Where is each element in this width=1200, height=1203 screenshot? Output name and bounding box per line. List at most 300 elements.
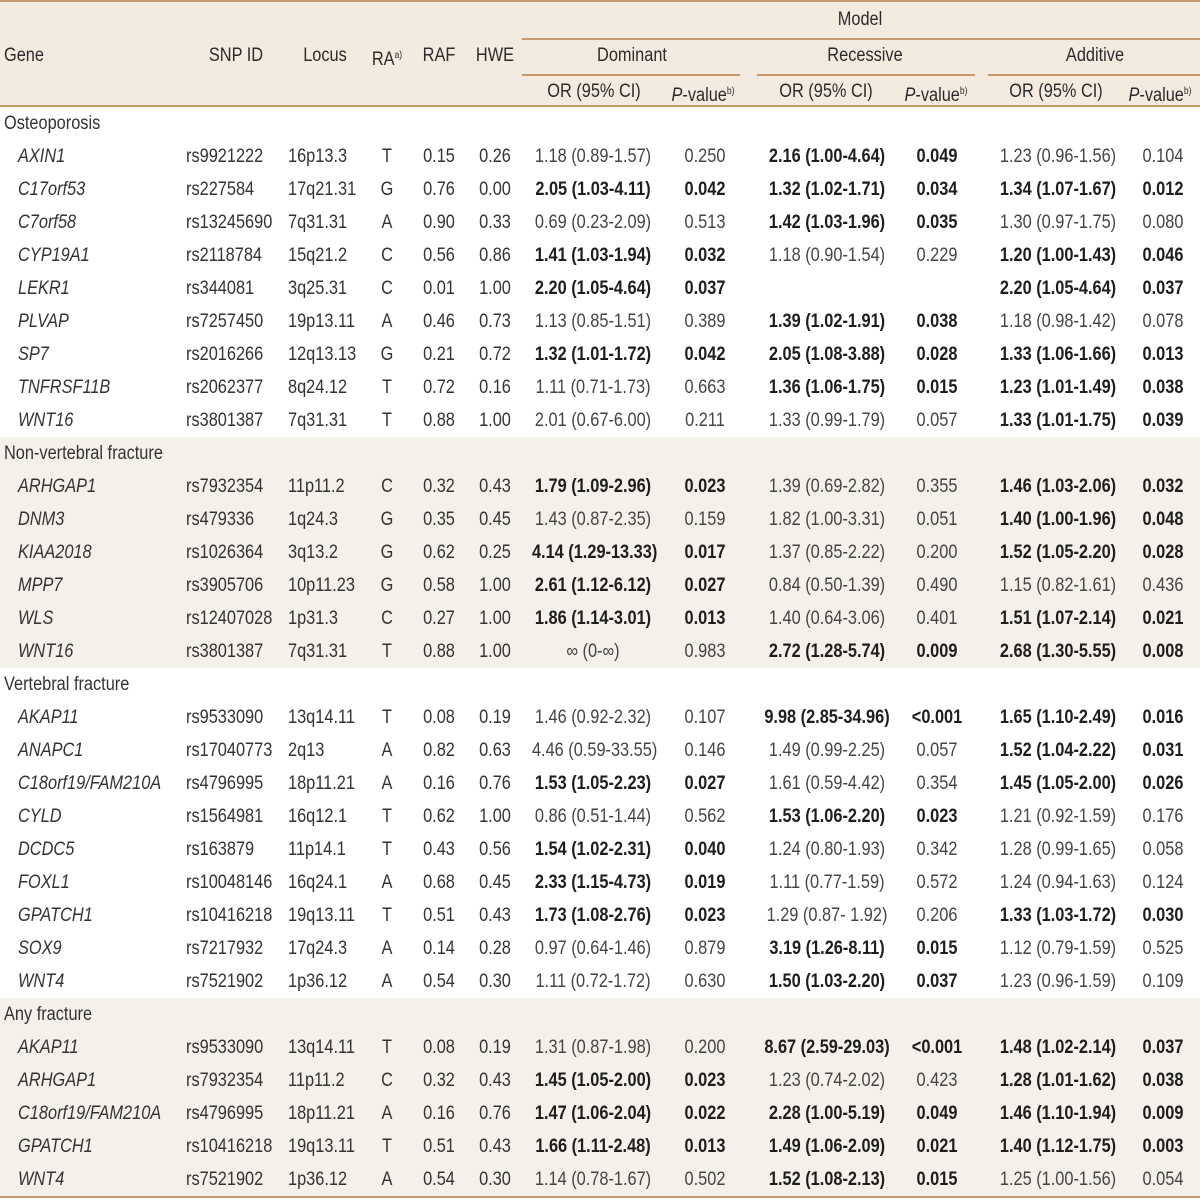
recessive-p-cell: 0.034 — [916, 179, 958, 200]
dominant-or-header: OR (95% CI) — [547, 81, 641, 102]
col-header-raf: RAF — [422, 45, 456, 66]
additive-or-cell: 1.20 (1.00-1.43) — [999, 245, 1117, 266]
ra-cell: C — [381, 476, 393, 497]
recessive-or-cell: 2.16 (1.00-4.64) — [768, 146, 886, 167]
section-title-row — [0, 668, 1200, 701]
additive-or-cell: 1.46 (1.03-2.06) — [999, 476, 1117, 497]
ra-cell: C — [381, 608, 393, 629]
recessive-or-header: OR (95% CI) — [779, 81, 873, 102]
additive-p-cell: 0.008 — [1142, 641, 1184, 662]
raf-cell: 0.56 — [423, 245, 455, 266]
raf-cell: 0.51 — [423, 905, 455, 926]
table-row — [0, 833, 1200, 866]
recessive-p-cell: 0.009 — [916, 641, 958, 662]
locus-cell: 16p13.3 — [288, 146, 348, 167]
locus-cell: 1p36.12 — [288, 971, 348, 992]
dominant-or-cell: 0.86 (0.51-1.44) — [534, 806, 652, 827]
additive-p-cell: 0.046 — [1142, 245, 1184, 266]
recessive-p-cell: 0.049 — [916, 1103, 958, 1124]
gene-cell: CYP19A1 — [18, 245, 90, 266]
hwe-cell: 0.43 — [479, 1136, 511, 1157]
recessive-or-cell: 1.53 (1.06-2.20) — [768, 806, 886, 827]
recessive-or-cell: 1.37 (0.85-2.22) — [768, 542, 886, 563]
recessive-or-cell: 1.33 (0.99-1.79) — [768, 410, 886, 431]
gene-cell: AXIN1 — [18, 146, 66, 167]
recessive-p-cell: 0.015 — [916, 938, 958, 959]
additive-p-cell: 0.037 — [1142, 278, 1184, 299]
table-row — [0, 767, 1200, 800]
recessive-p-cell: 0.035 — [916, 212, 958, 233]
recessive-p-cell: 0.355 — [916, 476, 958, 497]
hwe-cell: 1.00 — [479, 575, 511, 596]
hwe-cell: 0.76 — [479, 773, 511, 794]
raf-cell: 0.08 — [423, 707, 455, 728]
table-row — [0, 602, 1200, 635]
snp-id-cell: rs1564981 — [186, 806, 264, 827]
gene-cell: ANAPC1 — [18, 740, 84, 761]
additive-or-cell: 1.30 (0.97-1.75) — [999, 212, 1117, 233]
additive-p-cell: 0.031 — [1142, 740, 1184, 761]
recessive-p-cell: 0.049 — [916, 146, 958, 167]
table-row — [0, 305, 1200, 338]
ra-cell: A — [381, 740, 393, 761]
recessive-or-cell: 1.49 (0.99-2.25) — [768, 740, 886, 761]
hwe-cell: 0.73 — [479, 311, 511, 332]
hwe-cell: 0.43 — [479, 905, 511, 926]
gene-cell: C18orf19/FAM210A — [18, 773, 162, 794]
recessive-or-cell — [763, 272, 892, 305]
recessive-p-cell: 0.038 — [916, 311, 958, 332]
table-row — [0, 1163, 1200, 1196]
snp-id-cell: rs9921222 — [186, 146, 264, 167]
gene-cell: ARHGAP1 — [18, 476, 97, 497]
section-title: Vertebral fracture — [4, 674, 130, 695]
additive-p-cell: 0.012 — [1142, 179, 1184, 200]
dominant-p-cell: 0.107 — [684, 707, 726, 728]
recessive-or-cell: 1.39 (0.69-2.82) — [768, 476, 886, 497]
ra-cell: G — [380, 344, 394, 365]
hwe-cell: 0.72 — [479, 344, 511, 365]
additive-or-cell: 1.25 (1.00-1.56) — [999, 1169, 1117, 1190]
dominant-or-cell: 1.41 (1.03-1.94) — [534, 245, 652, 266]
recessive-p-cell: 0.028 — [916, 344, 958, 365]
table-row — [0, 272, 1200, 305]
dominant-p-cell: 0.630 — [684, 971, 726, 992]
snp-id-cell: rs4796995 — [186, 773, 264, 794]
raf-cell: 0.43 — [423, 839, 455, 860]
section-title-row — [0, 998, 1200, 1031]
col-header-gene: Gene — [4, 45, 44, 66]
additive-p-cell: 0.013 — [1142, 344, 1184, 365]
dominant-or-cell: 1.47 (1.06-2.04) — [534, 1103, 652, 1124]
raf-cell: 0.76 — [423, 179, 455, 200]
additive-p-cell: 0.124 — [1142, 872, 1184, 893]
raf-cell: 0.88 — [423, 410, 455, 431]
recessive-or-cell: 2.72 (1.28-5.74) — [768, 641, 886, 662]
gene-cell: WNT4 — [18, 1169, 65, 1190]
snp-id-cell: rs3801387 — [186, 641, 264, 662]
additive-p-cell: 0.436 — [1142, 575, 1184, 596]
table-row — [0, 1130, 1200, 1163]
dominant-or-cell: 1.45 (1.05-2.00) — [534, 1070, 652, 1091]
raf-cell: 0.58 — [423, 575, 455, 596]
hwe-cell: 0.63 — [479, 740, 511, 761]
ra-cell: T — [382, 641, 392, 662]
additive-or-cell: 1.33 (1.03-1.72) — [999, 905, 1117, 926]
hwe-cell: 0.33 — [479, 212, 511, 233]
table-row — [0, 701, 1200, 734]
raf-cell: 0.16 — [423, 773, 455, 794]
raf-cell: 0.54 — [423, 971, 455, 992]
group-header-recessive: Recessive — [827, 45, 903, 66]
recessive-p-cell: 0.057 — [916, 740, 958, 761]
locus-cell: 11p11.2 — [288, 1070, 345, 1091]
raf-cell: 0.54 — [423, 1169, 455, 1190]
table-header — [0, 0, 1200, 107]
additive-p-cell: 0.039 — [1142, 410, 1184, 431]
dominant-p-cell: 0.032 — [684, 245, 726, 266]
section-title-row — [0, 107, 1200, 140]
additive-or-cell: 1.23 (1.01-1.49) — [999, 377, 1117, 398]
bottom-rule — [0, 1196, 1200, 1198]
snp-id-cell: rs7257450 — [186, 311, 264, 332]
locus-cell: 11p11.2 — [288, 476, 345, 497]
dominant-or-cell: 2.05 (1.03-4.11) — [535, 179, 651, 200]
raf-cell: 0.46 — [423, 311, 455, 332]
gene-cell: WNT16 — [18, 410, 74, 431]
group-header-model: Model — [837, 9, 883, 30]
table-row — [0, 932, 1200, 965]
gene-cell: GPATCH1 — [18, 905, 93, 926]
p-italic: P — [1128, 85, 1140, 106]
dominant-or-cell: 1.18 (0.89-1.57) — [534, 146, 652, 167]
dominant-p-cell: 0.389 — [684, 311, 726, 332]
dominant-p-cell: 0.200 — [684, 1037, 726, 1058]
recessive-p-cell: 0.037 — [916, 971, 958, 992]
snp-id-cell: rs12407028 — [186, 608, 273, 629]
recessive-or-cell: 1.50 (1.03-2.20) — [768, 971, 886, 992]
table-row — [0, 173, 1200, 206]
dominant-or-cell: 2.01 (0.67-6.00) — [534, 410, 652, 431]
section-osteoporosis — [0, 107, 1200, 437]
table-row — [0, 635, 1200, 668]
dominant-or-cell: 1.73 (1.08-2.76) — [534, 905, 652, 926]
recessive-p-cell: <0.001 — [911, 1037, 963, 1058]
recessive-or-cell: 1.18 (0.90-1.54) — [768, 245, 886, 266]
additive-or-cell: 1.52 (1.04-2.22) — [999, 740, 1117, 761]
col-header-locus: Locus — [303, 45, 347, 66]
additive-or-cell: 1.23 (0.96-1.56) — [999, 146, 1117, 167]
ra-cell: A — [381, 1103, 393, 1124]
recessive-or-cell: 1.52 (1.08-2.13) — [768, 1169, 886, 1190]
dominant-p-cell: 0.013 — [684, 608, 726, 629]
model-rule — [522, 38, 1200, 40]
dominant-or-cell: 1.53 (1.05-2.23) — [534, 773, 652, 794]
recessive-or-cell: 1.11 (0.77-1.59) — [769, 872, 885, 893]
ra-label: RA — [371, 49, 395, 70]
raf-cell: 0.32 — [423, 476, 455, 497]
recessive-or-cell: 1.42 (1.03-1.96) — [768, 212, 886, 233]
p-italic: P — [904, 85, 916, 106]
hwe-cell: 1.00 — [479, 608, 511, 629]
snp-id-cell: rs2062377 — [186, 377, 264, 398]
section-title-row — [0, 437, 1200, 470]
additive-p-cell: 0.104 — [1142, 146, 1184, 167]
gene-cell: AKAP11 — [18, 1037, 79, 1058]
recessive-p-cell: 0.401 — [916, 608, 958, 629]
table-row — [0, 470, 1200, 503]
hwe-cell: 0.25 — [479, 542, 511, 563]
dominant-or-cell: 1.66 (1.11-2.48) — [535, 1136, 651, 1157]
dominant-or-cell: ∞ (0-∞) — [566, 641, 620, 662]
locus-cell: 13q14.11 — [288, 707, 355, 728]
ra-cell: A — [381, 773, 393, 794]
additive-p-cell: 0.176 — [1142, 806, 1184, 827]
locus-cell: 17q24.3 — [288, 938, 348, 959]
ra-cell: A — [381, 938, 393, 959]
additive-p-cell: 0.021 — [1142, 608, 1184, 629]
additive-p-cell: 0.058 — [1142, 839, 1184, 860]
raf-cell: 0.27 — [423, 608, 455, 629]
locus-cell: 13q14.11 — [288, 1037, 355, 1058]
dominant-or-cell: 1.31 (0.87-1.98) — [534, 1037, 652, 1058]
additive-or-cell: 1.15 (0.82-1.61) — [999, 575, 1117, 596]
dominant-p-cell: 0.513 — [684, 212, 726, 233]
gene-cell: SP7 — [18, 344, 49, 365]
locus-cell: 12q13.13 — [288, 344, 357, 365]
recessive-or-cell: 9.98 (2.85-34.96) — [764, 707, 890, 728]
section-non-vertebral-fracture — [0, 437, 1200, 668]
dominant-p-cell: 0.146 — [684, 740, 726, 761]
ra-cell: C — [381, 1070, 393, 1091]
additive-or-cell: 2.68 (1.30-5.55) — [999, 641, 1117, 662]
col-header-hwe: HWE — [475, 45, 515, 66]
ra-cell: T — [382, 707, 392, 728]
additive-or-cell: 1.51 (1.07-2.14) — [999, 608, 1117, 629]
locus-cell: 7q31.31 — [288, 641, 348, 662]
dominant-or-cell: 1.79 (1.09-2.96) — [534, 476, 652, 497]
additive-p-cell: 0.003 — [1142, 1136, 1184, 1157]
gene-cell: TNFRSF11B — [18, 377, 111, 398]
snp-id-cell: rs7932354 — [186, 1070, 264, 1091]
snp-id-cell: rs17040773 — [186, 740, 273, 761]
gene-cell: SOX9 — [18, 938, 62, 959]
locus-cell: 3q25.31 — [288, 278, 348, 299]
dominant-or-cell: 1.13 (0.85-1.51) — [534, 311, 652, 332]
locus-cell: 19q13.11 — [288, 1136, 355, 1157]
dominant-or-cell: 1.54 (1.02-2.31) — [534, 839, 652, 860]
additive-p-cell: 0.016 — [1142, 707, 1184, 728]
hwe-cell: 0.19 — [479, 1037, 511, 1058]
locus-cell: 8q24.12 — [288, 377, 348, 398]
dominant-rule — [522, 74, 740, 76]
additive-or-cell: 1.21 (0.92-1.59) — [999, 806, 1117, 827]
gene-cell: ARHGAP1 — [18, 1070, 97, 1091]
hwe-cell: 0.16 — [479, 377, 511, 398]
locus-cell: 1p36.12 — [288, 1169, 348, 1190]
dominant-p-cell: 0.042 — [684, 179, 726, 200]
p-footnote-mark: b) — [726, 86, 735, 97]
hwe-cell: 0.30 — [479, 971, 511, 992]
ra-cell: C — [381, 278, 393, 299]
recessive-p-cell: 0.200 — [916, 542, 958, 563]
additive-p-cell: 0.078 — [1142, 311, 1184, 332]
locus-cell: 1q24.3 — [288, 509, 338, 530]
ra-cell: C — [381, 245, 393, 266]
recessive-p-cell: 0.342 — [916, 839, 958, 860]
gene-cell: FOXL1 — [18, 872, 70, 893]
recessive-p-cell: 0.354 — [916, 773, 958, 794]
locus-cell: 1p31.3 — [288, 608, 338, 629]
dominant-p-cell: 0.019 — [684, 872, 726, 893]
additive-p-cell: 0.525 — [1142, 938, 1184, 959]
recessive-or-cell: 8.67 (2.59-29.03) — [764, 1037, 890, 1058]
snp-id-cell: rs344081 — [186, 278, 255, 299]
group-header-additive: Additive — [1065, 45, 1125, 66]
recessive-p-cell: 0.021 — [916, 1136, 958, 1157]
ra-cell: T — [382, 806, 392, 827]
dominant-p-cell: 0.042 — [684, 344, 726, 365]
dominant-or-cell: 1.46 (0.92-2.32) — [534, 707, 652, 728]
col-header-snp-id: SNP ID — [208, 45, 264, 66]
locus-cell: 17q21.31 — [288, 179, 357, 200]
table-row — [0, 503, 1200, 536]
locus-cell: 16q24.1 — [288, 872, 348, 893]
dominant-p-cell: 0.023 — [684, 476, 726, 497]
dominant-or-cell: 0.97 (0.64-1.46) — [534, 938, 652, 959]
dominant-p-cell: 0.250 — [684, 146, 726, 167]
locus-cell: 2q13 — [288, 740, 325, 761]
gene-cell: DCDC5 — [18, 839, 75, 860]
recessive-or-cell: 0.84 (0.50-1.39) — [768, 575, 886, 596]
recessive-or-cell: 2.05 (1.08-3.88) — [768, 344, 886, 365]
dominant-or-cell: 1.14 (0.78-1.67) — [534, 1169, 652, 1190]
dominant-p-header — [670, 82, 735, 106]
recessive-p-cell: 0.572 — [916, 872, 958, 893]
dominant-p-cell: 0.040 — [684, 839, 726, 860]
table-row — [0, 1097, 1200, 1130]
locus-cell: 11p14.1 — [288, 839, 346, 860]
dominant-p-cell: 0.022 — [684, 1103, 726, 1124]
gene-cell: C18orf19/FAM210A — [18, 1103, 162, 1124]
table-row — [0, 239, 1200, 272]
dominant-or-cell: 2.61 (1.12-6.12) — [534, 575, 652, 596]
hwe-cell: 0.26 — [479, 146, 511, 167]
p-suffix: -value — [1139, 85, 1184, 106]
additive-p-cell: 0.028 — [1142, 542, 1184, 563]
raf-cell: 0.15 — [423, 146, 455, 167]
table-row — [0, 371, 1200, 404]
snp-id-cell: rs1026364 — [186, 542, 264, 563]
additive-or-cell: 1.28 (1.01-1.62) — [999, 1070, 1117, 1091]
dominant-p-cell: 0.159 — [684, 509, 726, 530]
hwe-cell: 0.45 — [479, 509, 511, 530]
section-any-fracture — [0, 998, 1200, 1196]
ra-cell: G — [380, 509, 394, 530]
gene-cell: WLS — [18, 608, 54, 629]
recessive-or-cell: 1.82 (1.00-3.31) — [768, 509, 886, 530]
snp-id-cell: rs7521902 — [186, 1169, 264, 1190]
ra-cell: A — [381, 971, 393, 992]
dominant-p-cell: 0.027 — [684, 773, 726, 794]
snp-id-cell: rs2118784 — [186, 245, 263, 266]
locus-cell: 15q21.2 — [288, 245, 348, 266]
snp-id-cell: rs163879 — [186, 839, 255, 860]
raf-cell: 0.35 — [423, 509, 455, 530]
gene-cell: PLVAP — [18, 311, 69, 332]
recessive-p-header — [903, 82, 968, 106]
table-row — [0, 404, 1200, 437]
recessive-p-cell: 0.423 — [916, 1070, 958, 1091]
recessive-p-cell: 0.057 — [916, 410, 958, 431]
hwe-cell: 1.00 — [479, 806, 511, 827]
additive-p-cell: 0.038 — [1142, 377, 1184, 398]
raf-cell: 0.16 — [423, 1103, 455, 1124]
table-row — [0, 1031, 1200, 1064]
table-body — [0, 107, 1200, 1196]
raf-cell: 0.14 — [423, 938, 455, 959]
ra-cell: G — [380, 179, 394, 200]
locus-cell: 19q13.11 — [288, 905, 355, 926]
raf-cell: 0.08 — [423, 1037, 455, 1058]
table-row — [0, 965, 1200, 998]
dominant-or-cell: 0.69 (0.23-2.09) — [534, 212, 652, 233]
recessive-or-cell: 1.23 (0.74-2.02) — [768, 1070, 886, 1091]
recessive-p-cell: 0.229 — [916, 245, 958, 266]
additive-rule — [988, 74, 1200, 76]
locus-cell: 18p11.21 — [288, 773, 355, 794]
ra-cell: A — [381, 212, 393, 233]
ra-footnote-mark: a) — [394, 50, 403, 61]
gene-cell: LEKR1 — [18, 278, 70, 299]
additive-or-cell: 1.18 (0.98-1.42) — [999, 311, 1117, 332]
p-footnote-mark: b) — [959, 86, 968, 97]
ra-cell: T — [382, 1037, 392, 1058]
gene-cell: C7orf58 — [18, 212, 77, 233]
recessive-p-cell: <0.001 — [911, 707, 963, 728]
table-row — [0, 800, 1200, 833]
locus-cell: 19p13.11 — [288, 311, 355, 332]
table-row — [0, 140, 1200, 173]
dominant-p-cell: 0.879 — [684, 938, 726, 959]
snp-id-cell: rs9533090 — [186, 1037, 264, 1058]
gene-cell: AKAP11 — [18, 707, 79, 728]
hwe-cell: 0.19 — [479, 707, 511, 728]
raf-cell: 0.51 — [423, 1136, 455, 1157]
recessive-p-cell: 0.015 — [916, 377, 958, 398]
additive-p-cell: 0.026 — [1142, 773, 1184, 794]
table-row — [0, 569, 1200, 602]
locus-cell: 18p11.21 — [288, 1103, 355, 1124]
additive-or-cell: 1.28 (0.99-1.65) — [999, 839, 1117, 860]
hwe-cell: 1.00 — [479, 278, 511, 299]
additive-or-cell: 1.45 (1.05-2.00) — [999, 773, 1117, 794]
recessive-p-cell: 0.490 — [916, 575, 958, 596]
dominant-or-cell: 1.11 (0.72-1.72) — [535, 971, 651, 992]
ra-cell: T — [382, 839, 392, 860]
ra-cell: G — [380, 575, 394, 596]
group-header-dominant: Dominant — [597, 45, 667, 66]
snp-id-cell: rs7932354 — [186, 476, 264, 497]
dominant-p-cell: 0.037 — [684, 278, 726, 299]
gene-cell: CYLD — [18, 806, 62, 827]
locus-cell: 7q31.31 — [288, 212, 348, 233]
raf-cell: 0.68 — [423, 872, 455, 893]
additive-p-header — [1127, 82, 1192, 106]
additive-or-cell: 1.24 (0.94-1.63) — [999, 872, 1117, 893]
recessive-or-cell: 1.24 (0.80-1.93) — [768, 839, 886, 860]
snp-id-cell: rs10416218 — [186, 1136, 273, 1157]
